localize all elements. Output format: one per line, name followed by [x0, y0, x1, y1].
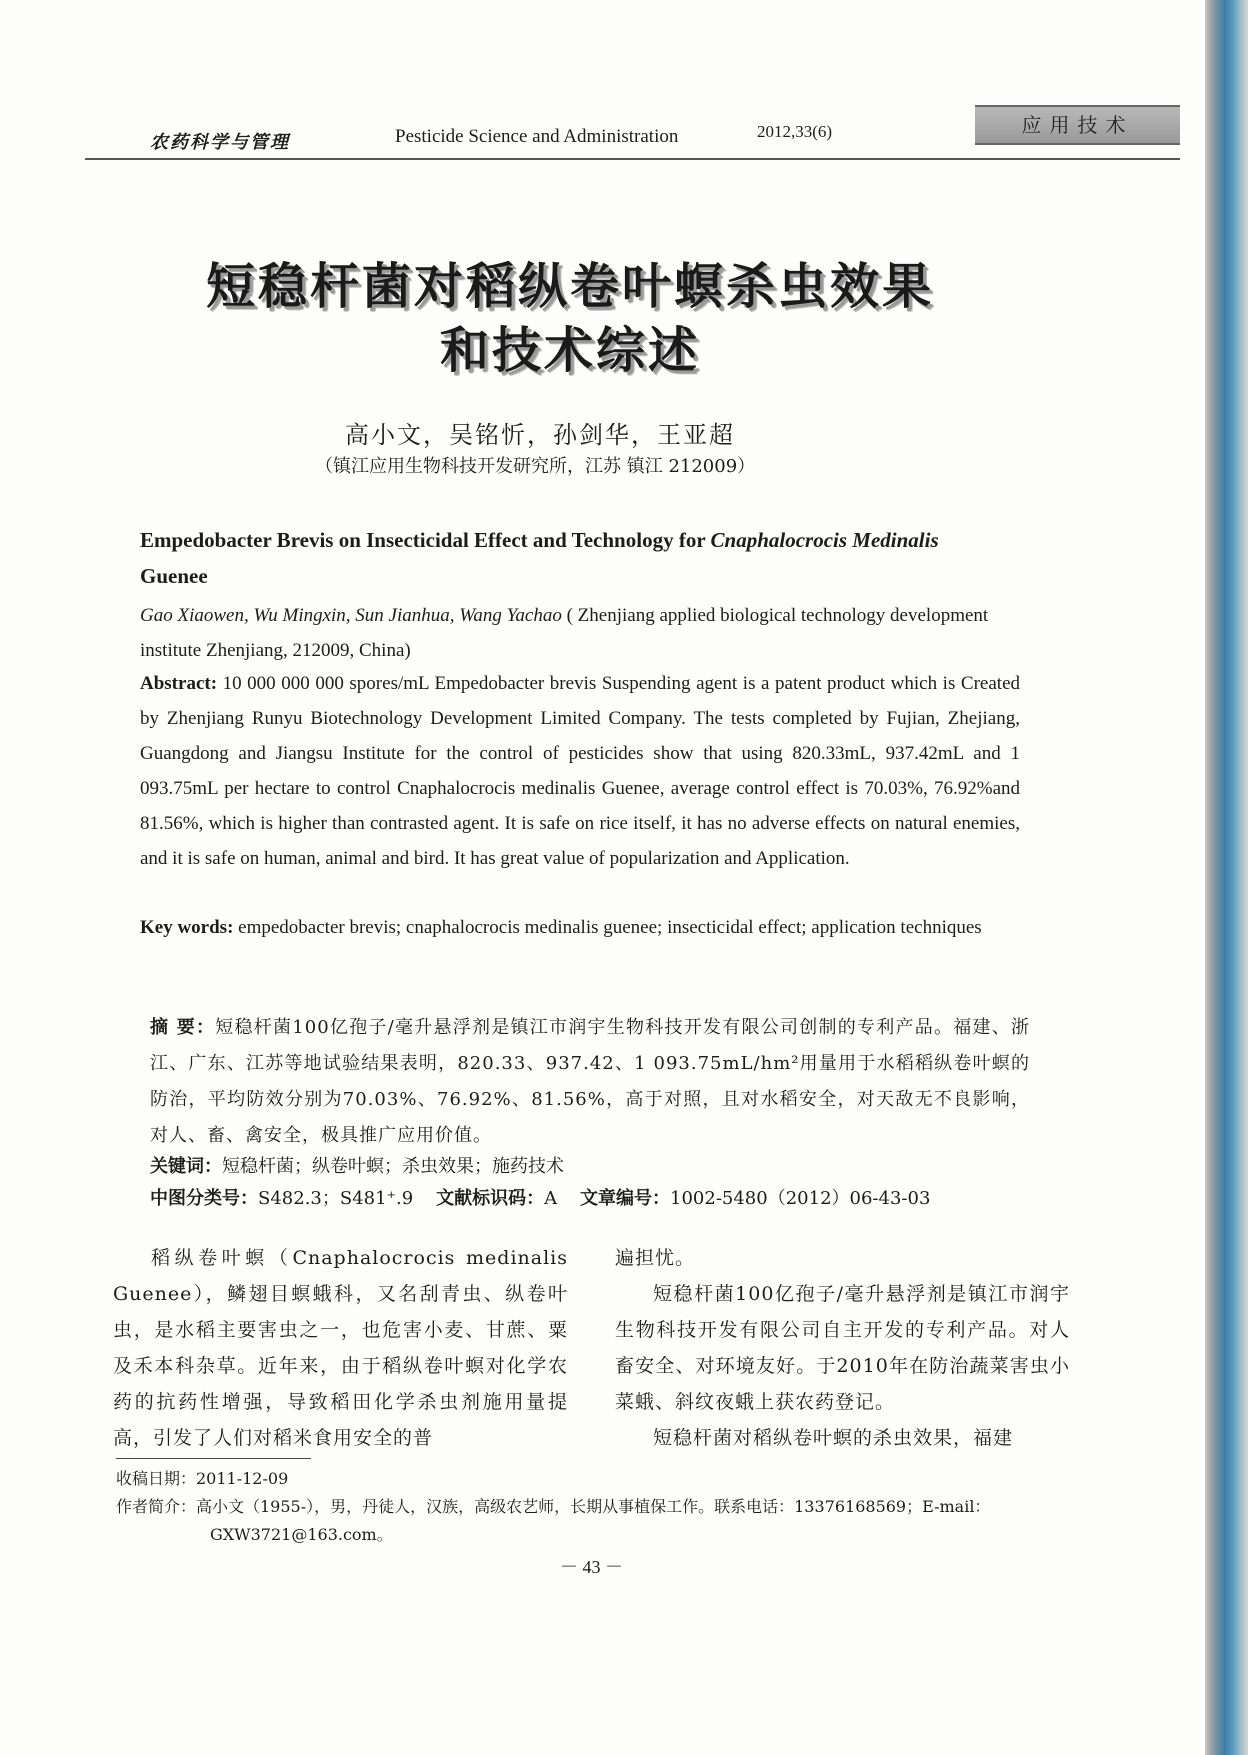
article-title-line-2: 和技术综述	[439, 322, 700, 379]
body-paragraph: 短稳杆菌对稻纵卷叶螟的杀虫效果，福建	[653, 1427, 1014, 1449]
keywords-text: empedobacter brevis; cnaphalocrocis medinalis guenee; insecticidal effect; application techniques	[238, 917, 982, 938]
journal-issue: 2012,33(6)	[757, 122, 833, 141]
footnote-author-info: 作者简介：高小文（1955-），男，丹徒人，汉族，高级农艺师，长期从事植保工作。联系电话：13376168569；E-mail：	[116, 1497, 991, 1516]
article-number-label: 文章编号：	[580, 1188, 671, 1209]
page-number: － 43 －	[560, 1557, 623, 1577]
chinese-keywords	[150, 1150, 564, 1184]
footnote-received: 收稿日期：2011-12-09	[116, 1469, 289, 1488]
journal-name-cn: 农药科学与管理	[150, 132, 290, 153]
body-column-right	[615, 1240, 1070, 1456]
english-title-line-2: Guenee	[140, 564, 208, 588]
book-page-edge	[1205, 0, 1248, 1755]
english-title-text: Empedobacter Brevis on Insecticidal Effect and Technology for	[140, 528, 711, 552]
doc-code-label: 文献标识码：	[436, 1188, 545, 1209]
abstract-text: 10 000 000 000 spores/mL Empedobacter brevis Suspending agent is a patent product which is Created by Zhenjiang Runyu Biotechnology Development Limited Company. The tests completed by Fujian, Zhejiang, Guangdong and Jiangsu Institute for the control of pesticides show that using 820.33mL, 937.42mL and 1 093.75mL per hectare to control Cnaphalocrocis medinalis Guenee, average control effect is 70.03%, 76.92%and 81.56%, which is higher than contrasted agent. It is safe on rice itself, it has no adverse effects on natural enemies, and it is safe on human, animal and bird. It has great value of popularization and Application.	[140, 673, 1021, 869]
section-label: 应用技术	[1021, 113, 1134, 137]
english-author-names: Gao Xiaowen, Wu Mingxin, Sun Jianhua, Wang Yachao	[140, 605, 562, 626]
abstract-label: Abstract:	[140, 673, 218, 694]
chinese-keywords-text: 短稳杆菌；纵卷叶螟；杀虫效果；施药技术	[222, 1156, 564, 1177]
header-rule	[85, 158, 1180, 160]
body-paragraph: 短稳杆菌100亿孢子/毫升悬浮剂是镇江市润宇生物科技开发有限公司自主开发的专利产品。对人畜安全、对环境友好。于2010年在防治蔬菜害虫小菜蛾、斜纹夜蛾上获农药登记。	[615, 1283, 1070, 1413]
classification-line	[150, 1182, 930, 1216]
chinese-keywords-label: 关键词：	[150, 1156, 222, 1177]
footnote-rule	[116, 1458, 311, 1459]
body-paragraph: 遍担忧。	[615, 1247, 696, 1269]
footnote-email: GXW3721@163.com。	[210, 1525, 393, 1544]
body-column-left	[113, 1240, 568, 1456]
class-label: 中图分类号：	[150, 1188, 258, 1209]
chinese-abstract	[150, 1010, 1030, 1154]
article-number-value: 1002-5480（2012）06-43-03	[670, 1188, 931, 1209]
chinese-abstract-label: 摘 要：	[150, 1017, 216, 1038]
english-title	[140, 522, 1020, 594]
journal-name-en: Pesticide Science and Administration	[395, 126, 679, 147]
keywords-label: Key words:	[140, 917, 234, 938]
article-title-line-1: 短稳杆菌对稻纵卷叶螟杀虫效果	[205, 258, 934, 315]
english-title-species: Cnaphalocrocis Medinalis	[710, 528, 939, 552]
authors-cn: 高小文，吴铭忻，孙剑华，王亚超	[345, 421, 735, 449]
english-keywords	[140, 910, 1020, 945]
chinese-abstract-text: 短稳杆菌100亿孢子/毫升悬浮剂是镇江市润宇生物科技开发有限公司创制的专利产品。福建、浙江、广东、江苏等地试验结果表明，820.33、937.42、1 093.75mL/hm²用量用于水稻稻纵卷叶螟的防治，平均防效分别为70.03%、76.92%、81.56%，高于对照，且对水稻安全，对天敌无不良影响，对人、畜、禽安全，极具推广应用价值。	[150, 1017, 1030, 1146]
english-abstract	[140, 666, 1020, 876]
section-tab	[975, 105, 1180, 145]
affiliation-cn: （镇江应用生物科技开发研究所，江苏 镇江 212009）	[315, 456, 756, 477]
doc-code-value: A	[544, 1188, 558, 1209]
english-affiliation: ( Zhenjiang applied biological technology development institute Zhenjiang, 212009, China)	[140, 605, 989, 661]
body-paragraph: 稻纵卷叶螟（Cnaphalocrocis medinalis Guenee），鳞翅目螟蛾科，又名刮青虫、纵卷叶虫，是水稻主要害虫之一，也危害小麦、甘蔗、粟及禾本科杂草。近年来，由于稻纵卷叶螟对化学农药的抗药性增强，导致稻田化学杀虫剂施用量提高，引发了人们对稻米食用安全的普	[113, 1247, 568, 1449]
class-value: S482.3；S481⁺.9	[258, 1188, 414, 1209]
english-authors	[140, 598, 1020, 668]
